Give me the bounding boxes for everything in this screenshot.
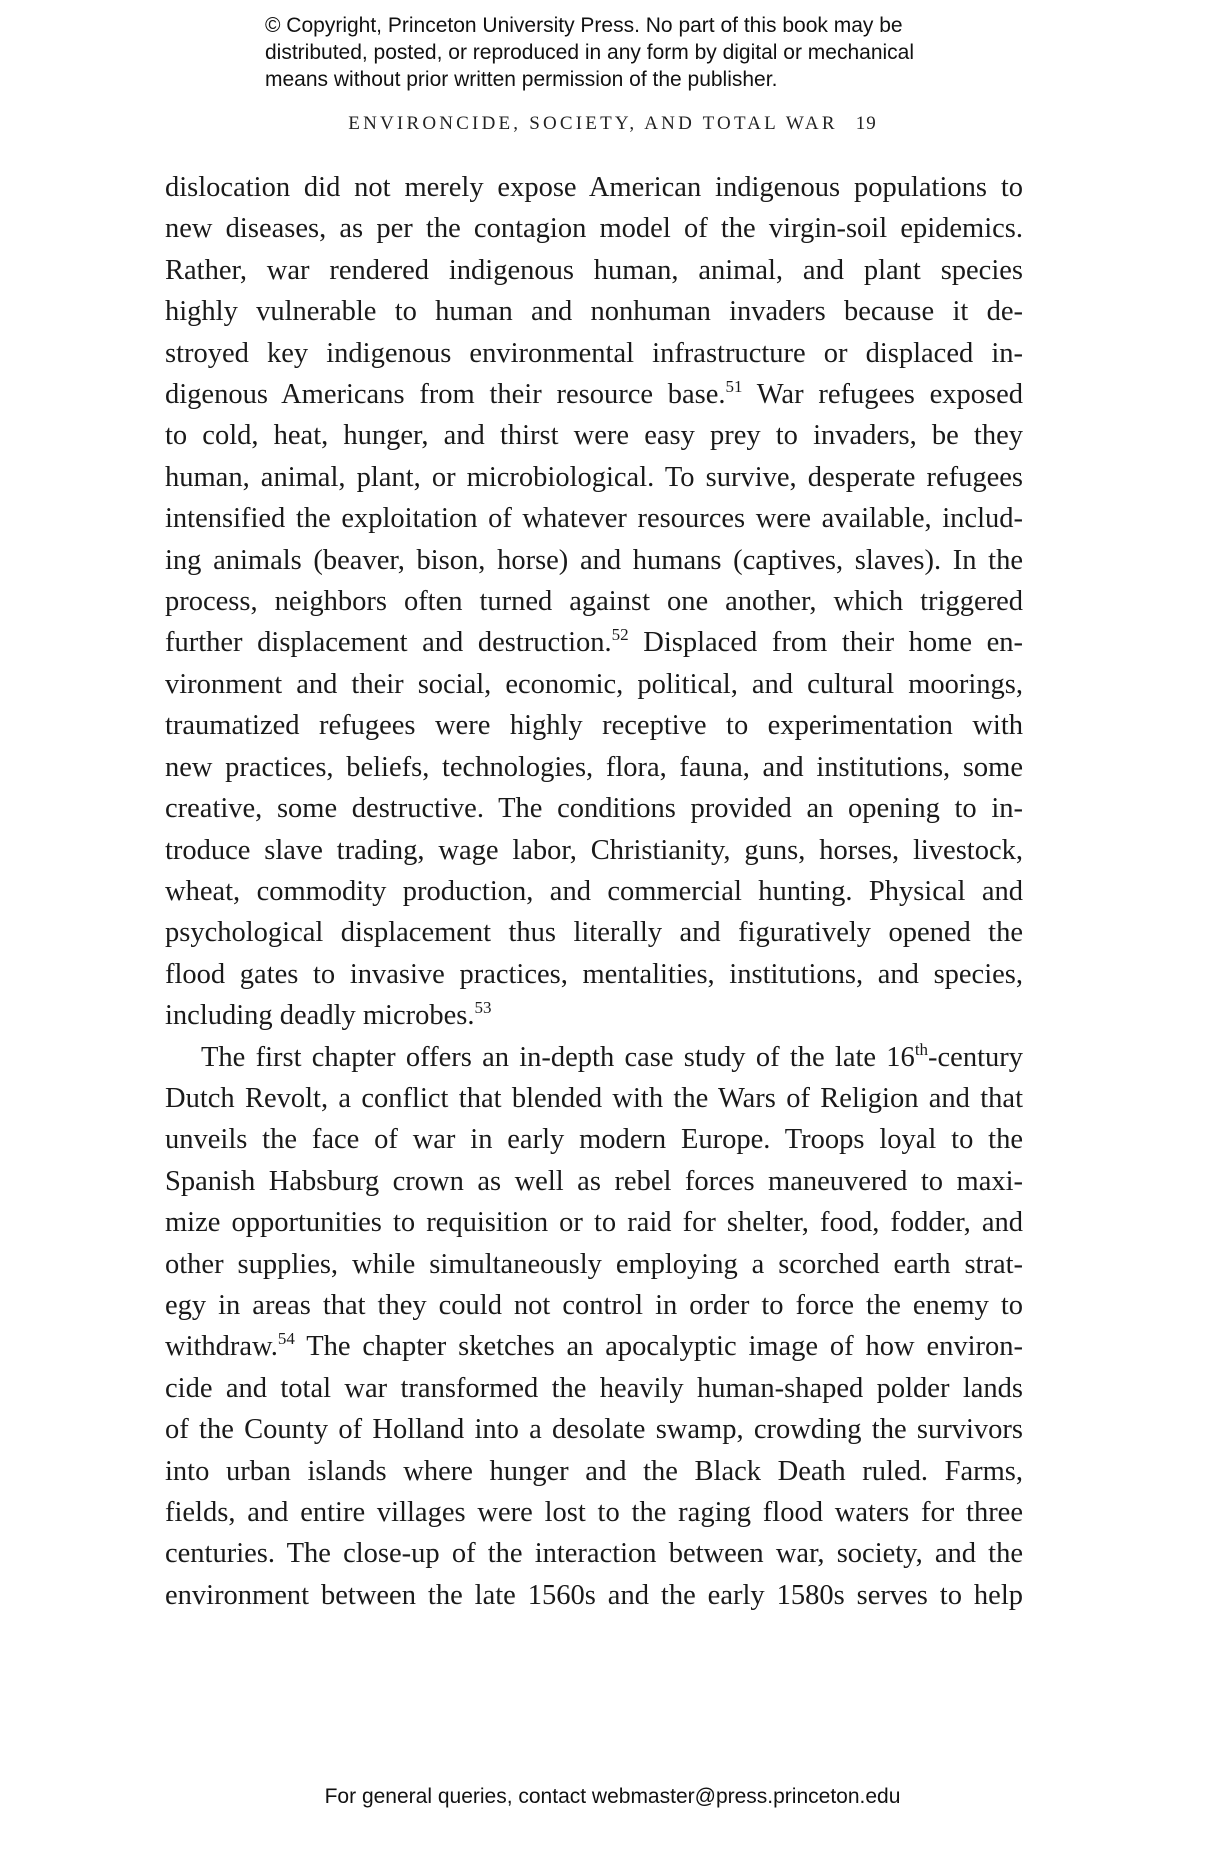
copyright-line: distributed, posted, or reproduced in any form by digital or mechanical [265, 41, 915, 64]
text-line: mize opportunities to requisition or to raid for shelter, food, fodder, and [165, 1207, 1023, 1239]
text-line: fields, and entire villages were lost to the raging flood waters for three [165, 1497, 1023, 1528]
text-line: intensified the exploitation of whatever resources were available, includ- [165, 503, 1023, 535]
text-line: other supplies, while simultaneously employing a scorched earth strat- [165, 1248, 1023, 1280]
text-line: cide and total war transformed the heavily human-shaped polder lands [165, 1372, 1023, 1404]
text-line: ing animals (beaver, bison, horse) and humans (captives, slaves). In the [165, 544, 1023, 576]
text-line [165, 622, 1023, 663]
text-line: human, animal, plant, or microbiological. To survive, desperate refugees [165, 461, 1023, 493]
text-line [165, 374, 1023, 415]
copyright-line: means without prior written permission of the publisher. [265, 68, 778, 91]
text-line: creative, some destructive. The conditions provided an opening to in- [165, 793, 1023, 825]
running-head-title: ENVIRONCIDE, SOCIETY, AND TOTAL WAR [348, 113, 838, 134]
footnote-ref-54: 54 [277, 1329, 295, 1349]
copyright-line: © Copyright, Princeton University Press. No part of this book may be [265, 14, 903, 37]
text-line: stroyed key indigenous environmental infrastructure or displaced in- [165, 337, 1023, 369]
text-line: highly vulnerable to human and nonhuman invaders because it de- [165, 296, 1023, 328]
text-line: environment between the late 1560s and the early 1580s serves to help [165, 1579, 1023, 1611]
copyright-notice [265, 12, 985, 93]
text-line: new practices, beliefs, technologies, flora, fauna, and institutions, some [165, 751, 1023, 783]
text-line: new diseases, as per the contagion model of the virgin-soil epidemics. [165, 213, 1023, 245]
text-line: into urban islands where hunger and the Black Death ruled. Farms, [165, 1455, 1023, 1487]
text-line: centuries. The close-up of the interaction between war, society, and the [165, 1538, 1023, 1570]
text-segment: Displaced from their home en- [628, 627, 1023, 659]
text-line: flood gates to invasive practices, mentalities, institutions, and species, [165, 958, 1023, 990]
text-line: to cold, heat, hunger, and thirst were easy prey to invaders, be they [165, 420, 1023, 452]
text-segment: The first chapter offers an in-depth case study of the late 16 [201, 1041, 915, 1073]
footnote-ref-51: 51 [725, 377, 743, 397]
page-number: 19 [855, 113, 877, 134]
text-segment: further displacement and destruction. [165, 627, 612, 659]
ordinal-suffix: th [914, 1039, 929, 1059]
text-segment: The chapter sketches an apocalyptic image of how environ- [294, 1331, 1023, 1363]
text-line: psychological displacement thus literally and figuratively opened the [165, 917, 1023, 949]
text-line: troduce slave trading, wage labor, Christianity, guns, horses, livestock, [165, 834, 1023, 866]
text-line: process, neighbors often turned against one another, which triggered [165, 586, 1023, 618]
text-line: Rather, war rendered indigenous human, animal, and plant species [165, 254, 1023, 286]
text-segment: including deadly microbes. [165, 1000, 475, 1032]
paragraph-first-line [165, 1037, 1023, 1078]
footnote-ref-52: 52 [611, 625, 629, 645]
footer-contact: For general queries, contact webmaster@press.princeton.edu [324, 1785, 901, 1808]
footnote-ref-53: 53 [474, 998, 492, 1018]
text-line: Spanish Habsburg crown as well as rebel forces maneuvered to maxi- [165, 1165, 1023, 1197]
text-line: unveils the face of war in early modern Europe. Troops loyal to the [165, 1124, 1023, 1156]
text-line: Dutch Revolt, a conflict that blended with the Wars of Religion and that [165, 1082, 1023, 1114]
text-segment: digenous Americans from their resource base. [165, 379, 726, 411]
text-segment: -century [928, 1041, 1023, 1073]
text-line: wheat, commodity production, and commercial hunting. Physical and [165, 875, 1023, 907]
text-line: of the County of Holland into a desolate swamp, crowding the survivors [165, 1414, 1023, 1446]
body-text [165, 167, 1023, 1616]
text-line: traumatized refugees were highly receptive to experimentation with [165, 710, 1023, 742]
text-line: vironment and their social, economic, political, and cultural moorings, [165, 668, 1023, 700]
text-line [165, 1326, 1023, 1367]
running-head [0, 113, 1225, 135]
text-line [165, 995, 1023, 1036]
text-line: egy in areas that they could not control in order to force the enemy to [165, 1289, 1023, 1321]
text-segment: War refugees exposed [742, 379, 1024, 411]
text-line: dislocation did not merely expose American indigenous populations to [165, 172, 1023, 203]
text-segment: withdraw. [165, 1331, 278, 1363]
